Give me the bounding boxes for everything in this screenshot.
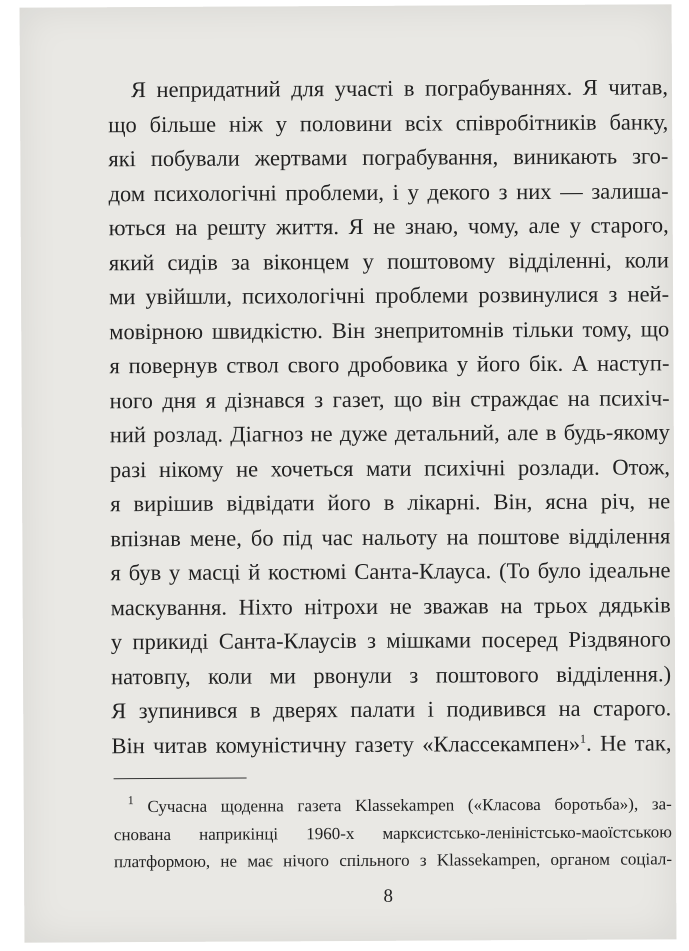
text-line: маскування. Ніхто нітрохи не зважав на трьох дядьків (110, 591, 671, 620)
text-line: я був у масці й костюмі Санта-Клауса. (То було ідеальне (110, 557, 671, 586)
text-line: разі нікому не хочеться мати психічні розлади. Отож, (109, 453, 671, 482)
text-line: натовпу, коли ми рвонули з поштового відділення.) (110, 660, 672, 689)
main-text (108, 70, 672, 763)
footnote-line: снована наприкінці 1960-х марксистсько-леніністсько-маоїстською (113, 821, 672, 844)
text-line: ного дня я дізнався з газет, що він страждає на психіч- (109, 384, 670, 413)
page-number: 8 (383, 885, 394, 907)
text-segment: Він читав комуністичну газету «Классекампен» (111, 730, 581, 758)
footnote-line: платформою, не має нічого спільного з Klassekampen, органом соціал- (113, 849, 673, 872)
text-line: у прикиді Санта-Клаусів з мішками посеред Різдвяного (110, 626, 671, 655)
footnote-text: Сучасна щоденна газета Klassekampen («Класова боротьба»), за- (147, 794, 672, 817)
text-line: мовірною швидкістю. Він знепритомнів тільки тому, що (109, 315, 670, 344)
text-line: який сидів за віконцем у поштовому відділенні, коли (108, 246, 669, 275)
footnote-reference: 1 (579, 731, 587, 746)
footnote-line (114, 790, 672, 820)
text-line: я вирішив відвідати його в лікарні. Він, ясна річ, не (110, 488, 671, 517)
text-line: Я непридатний для участі в пограбуваннях. Я читав, (130, 74, 669, 103)
text-line: ються на решту життя. Я не знаю, чому, але у старого, (108, 212, 669, 241)
text-segment: Не так, (600, 729, 672, 756)
text-line: які побували жертвами пограбування, виникають зго- (108, 143, 669, 172)
text-line: дом психологічні проблеми, і у декого з них — залиша- (108, 177, 669, 206)
text-line: впізнав мене, бо під час нальоту на поштове відділення (110, 522, 671, 551)
book-page (20, 4, 677, 942)
footnote-marker: 1 (127, 793, 134, 808)
text-line: я повернув ствол свого дробовика у його бік. А наступ- (109, 350, 670, 379)
footnote (114, 790, 672, 875)
footnote-divider (114, 778, 247, 780)
text-line: ми увійшли, психологічні проблеми розвинулися з ней- (109, 281, 670, 310)
text-line-last: Він читав комуністичну газету «Классекампен»$^1$. Не так, (111, 729, 672, 758)
text-line: що більше ніж у половини всіх співробітників банку, (108, 108, 669, 137)
text-line: Я зупинився в дверях палати і подивився на старого. (111, 695, 672, 724)
text-line: ний розлад. Діагноз не дуже детальний, але в будь-якому (109, 419, 670, 448)
